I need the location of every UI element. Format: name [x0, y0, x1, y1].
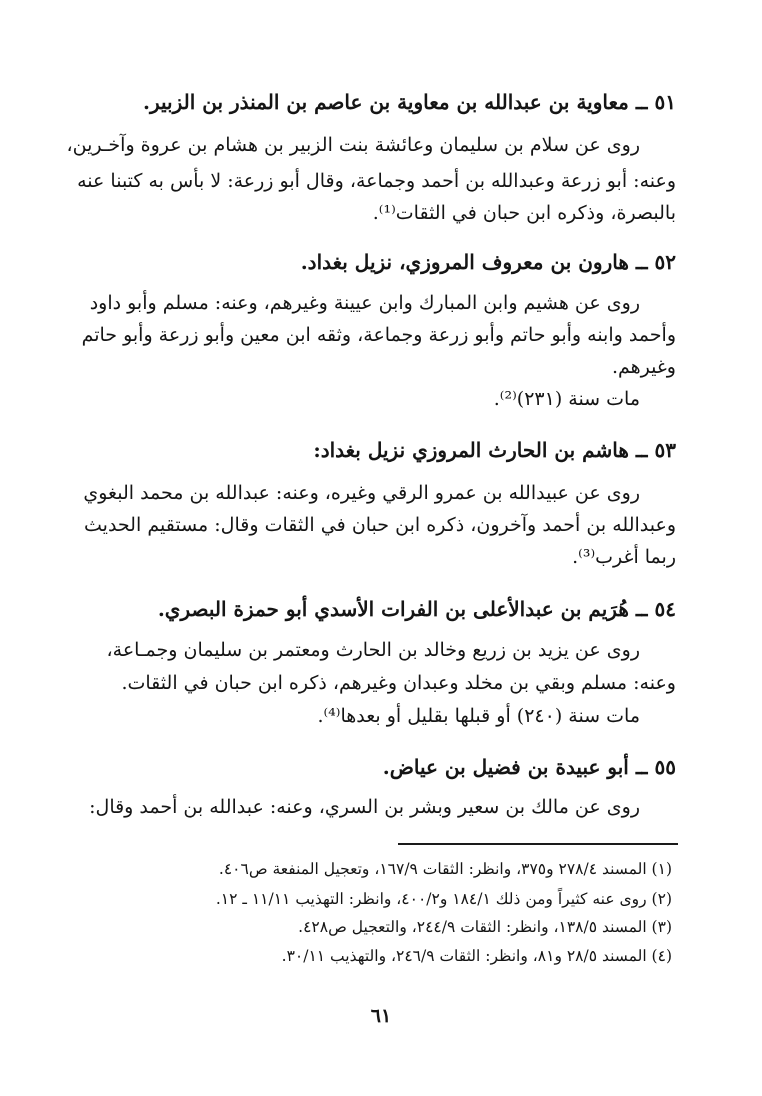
- entry-heading: ٥١ ــ معاوية بن عبدالله بن معاوية بن عاصم بن المنذر بن الزبير.: [143, 90, 676, 114]
- entry-text-line: مات سنة (٢٣١)⁽²⁾.: [493, 388, 640, 410]
- entry-text-line: وأحمد وابنه وأبو حاتم وأبو زرعة وجماعة، وثقه ابن معين وأبو زرعة وأبو حاتم: [81, 324, 676, 346]
- entry-text-line: ربما أغرب⁽³⁾.: [572, 546, 676, 568]
- entry-text-line: وعبدالله بن أحمد وآخرون، ذكره ابن حبان في الثقات وقال: مستقيم الحديث: [84, 514, 676, 536]
- entry-text-line: بالبصرة، وذكره ابن حبان في الثقات⁽¹⁾.: [372, 202, 676, 224]
- footnote: (٣) المسند ١٣٨/٥، وانظر: الثقات ٢٤٤/٩، والتعجيل ص٤٢٨.: [298, 918, 672, 936]
- footnote-separator: [398, 843, 678, 845]
- footnote: (٤) المسند ٢٨/٥ و٨١، وانظر: الثقات ٢٤٦/٩، والتهذيب ٣٠/١١.: [281, 947, 672, 965]
- entry-heading: ٥٤ ــ هُرَيم بن عبدالأعلى بن الفرات الأسدي أبو حمزة البصري.: [157, 597, 676, 621]
- footnote: (٢) روى عنه كثيراً ومن ذلك ١٨٤/١ و٤٠٠/٢، وانظر: التهذيب ١١/١١ ـ ١٢.: [215, 890, 672, 908]
- entry-text-line: وعنه: مسلم وبقي بن مخلد وعبدان وغيرهم، ذكره ابن حبان في الثقات.: [121, 672, 676, 694]
- entry-text-line: روى عن يزيد بن زريع وخالد بن الحارث ومعتمر بن سليمان وجمـاعة،: [106, 639, 640, 661]
- entry-heading: ٥٢ ــ هارون بن معروف المروزي، نزيل بغداد.: [300, 250, 676, 274]
- entry-heading: ٥٣ ــ هاشم بن الحارث المروزي نزيل بغداد:: [313, 438, 676, 462]
- entry-text-line: روى عن مالك بن سعير وبشر بن السري، وعنه: عبدالله بن أحمد وقال:: [89, 796, 640, 818]
- entry-text-line: وغيرهم.: [611, 356, 676, 378]
- entry-text-line: روى عن سلام بن سليمان وعائشة بنت الزبير بن هشام بن عروة وآخـرين،: [66, 134, 640, 156]
- page-number: ٦١: [370, 1005, 392, 1027]
- footnote: (١) المسند ٢٧٨/٤ و٣٧٥، وانظر: الثقات ١٦٧/٩، وتعجيل المنفعة ص٤٠٦.: [218, 860, 672, 878]
- entry-heading: ٥٥ ــ أبو عبيدة بن فضيل بن عياض.: [382, 755, 676, 779]
- entry-text-line: روى عن هشيم وابن المبارك وابن عيينة وغيرهم، وعنه: مسلم وأبو داود: [89, 292, 640, 314]
- entry-text-line: روى عن عبيدالله بن عمرو الرقي وغيره، وعنه: عبدالله بن محمد البغوي: [83, 482, 640, 504]
- entry-text-line: وعنه: أبو زرعة وعبدالله بن أحمد وجماعة، وقال أبو زرعة: لا بأس به كتبنا عنه: [77, 170, 676, 192]
- entry-text-line: مات سنة (٢٤٠) أو قبلها بقليل أو بعدها⁽⁴⁾.: [317, 705, 640, 727]
